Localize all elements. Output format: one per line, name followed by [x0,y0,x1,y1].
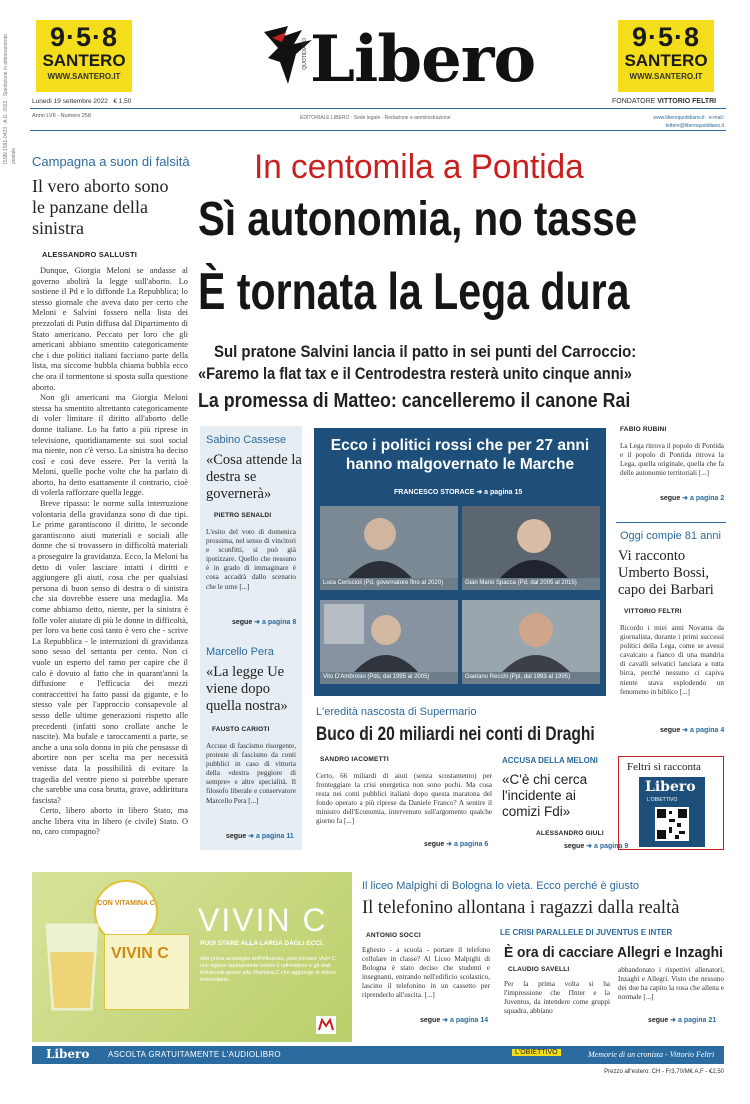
calcio-text-1: Per la prima volta si ha l'impressione che l'Inter e la Juventus, da intendere come gruppi squadra, abbiano [504,980,610,1016]
header-rule-top [30,108,726,109]
glass-icon [42,922,102,1012]
meloni-ref[interactable]: segue ➜ a pagina 9 [564,843,629,850]
price: € 1,50 [113,98,132,105]
cassese-ref[interactable]: segue ➜ a pagina 8 [232,619,297,626]
segue-label: segue [232,619,253,626]
draghi-byline: SANDRO IACOMETTI [320,756,389,763]
segue-page: a pagina 2 [690,495,725,502]
photo-ceriscioli[interactable] [320,506,458,590]
segue-page: a pagina 11 [256,833,294,840]
logo-text: Libero [310,22,536,97]
segue-label: segue [424,841,445,848]
pera-ref[interactable]: segue ➜ a pagina 11 [226,833,294,840]
lead-body [32,266,188,840]
malpighi-kicker: Il liceo Malpighi di Bologna lo vieta. Ecco perché è giusto [362,880,639,892]
footer-audio: ASCOLTA GRATUITAMENTE L'AUDIOLIBRO [108,1050,281,1059]
draghi-ref[interactable]: segue ➜ a pagina 6 [424,841,489,848]
bossi-title[interactable]: Vi racconto Umberto Bossi, capo dei Barbari [618,548,714,598]
pera-kicker: Marcello Pera [206,646,274,658]
segue-label: segue [420,1017,441,1024]
founder-name: VITTORIO FELTRI [657,98,717,105]
segue-page: a pagina 8 [262,619,297,626]
ad-brand: SANTERO [42,51,126,70]
segue-page: a pagina 9 [594,843,629,850]
meloni-byline: ALESSANDRO GIULI [536,830,604,837]
malpighi-ref[interactable]: segue ➜ a pagina 14 [420,1017,489,1024]
santero-ad-left[interactable] [36,20,132,92]
founder-line [612,98,716,105]
header-rule-bottom [30,130,726,131]
caption: Gian Mario Spacca (Pd, dal 2005 al 2015) [465,580,577,586]
vivinc-tag: PUOI STARE ALLA LARGA DAGLI ECCI. [200,940,324,947]
footer-obiettivo: L'OBIETTIVO [512,1049,561,1056]
segue-page: a pagina 4 [690,727,725,734]
segue-page: a pagina 14 [450,1017,489,1024]
draghi-headline[interactable]: Buco di 20 miliardi nei conti di Draghi [316,724,595,745]
lead-paragraph: Dunque, Giorgia Meloni se andasse al governo abolirà la legge sull'aborto. Lo sostiene il Pd e lo diffonde La Repubblica; lo stesso giornale che aveva dato per certo che Meloni e Salvini fossero nella lista dei prezzolati di Putin diffusa dal Dipartimento di Stato americano. Peccato per loro che gli americani abbiano smentito categoricamente che i due politici italiani facciano parte della lista, ma siccome bubbla chiama bubbla ecco che ora il tormentone si sposta sulla questione aborto. [32,266,188,392]
portrait-icon [462,600,600,672]
bossi-text: Ricordo i miei anni Novanta da giornalista, durante i primi successi politici della Lega, come se avessi cavalcato a fianco di una mandria di cavalli selvatici lanciata a tutta birra, perché nessuno ci capiva niente stava esplodendo un fenomeno in biblico [...] [620,624,724,696]
footer-bar[interactable] [32,1046,724,1064]
bossi-byline: VITTORIO FELTRI [624,608,682,615]
portrait-icon [320,506,458,578]
bossi-ref[interactable]: segue ➜ a pagina 4 [660,727,725,734]
pera-title[interactable]: «La legge Ue viene dopo quella nostra» [206,664,288,714]
ad-site: WWW.SANTERO.IT [47,72,121,81]
photo-recchi[interactable] [462,600,600,684]
portrait-icon [462,506,600,578]
main-headline-2[interactable]: È tornata la Lega dura [198,263,630,321]
photo-dambrosio[interactable] [320,600,458,684]
ad-numbers: 9·5·8 [49,22,119,52]
caption: Vito D'Ambrosio (Pds, dal 1995 al 2005) [323,674,430,680]
lead-paragraph: Certo, libero aborto in libero Stato, ma anche libera vita in libero (e civile) Stato. O no, caro compagno? [32,806,188,837]
feltri-title: Feltri si racconta [627,761,701,773]
ad-site: WWW.SANTERO.IT [629,72,703,81]
issue-number: Anno LVII - Numero 258 [32,113,91,119]
calcio-text-2: abbandonato i rispettivi allenatori, Inzaghi e Allegri. Visto che nessuno dei due ha capito la rosa che allena e normale [...] [618,966,724,1002]
caption: Luca Ceriscioli (Pd, governatore fino al 2020) [323,580,444,586]
manufacturer-logo-icon [316,1016,336,1034]
feltri-book-sub: L'OBIETTIVO [647,797,678,803]
segue-label: segue [648,1017,669,1024]
segue-label: segue [660,495,681,502]
date-line [32,98,131,105]
vivinc-text: Alla prima avvisaglia dell'influenza, puoi provare Vivin C che agisce rapidamente contro il raffreddore e gli stati influenzali grazie alla Vitamina C che aggiunge le difese immunitarie. [200,956,336,983]
date: Lunedì 19 settembre 2022 [32,98,108,105]
pera-text: Accuse di fascismo risorgente, proteste di fascismo da conti pubblici in caso di vittoria della «destra peggiore di sempre» e altre specialità. Il filosofo liberale e conservatore Marcello Pera [...] [206,742,296,805]
santero-ad-right[interactable] [618,20,714,92]
main-sub-2: «Faremo la flat tax e il Centrodestra resterà unito cinque anni» [198,364,632,383]
bossi-kicker: Oggi compie 81 anni [620,530,721,542]
eagle-icon [258,22,318,92]
main-headline-1[interactable]: Sì autonomia, no tasse [198,193,638,246]
vivinc-badge-text: CON VITAMINA C [97,900,155,907]
marche-box[interactable] [314,428,606,696]
segue-label: segue [564,843,585,850]
lead-headline[interactable]: Il vero aborto sono le panzane della sinistra [32,176,169,238]
calcio-kicker: LE CRISI PARALLELE DI JUVENTUS E INTER [500,928,673,937]
feltri-book-logo: Libero [645,779,696,795]
lead-paragraph: Non gli americani ma Giorgia Meloni stessa ha smentito altrettanto categoricamente di voler limitare il diritto all'aborto delle donne italiane. Lo ha fatto a più riprese in televisione, quotidianamente sui suoi social ma niente, non c'è verso. La sinistra ha deciso così e così deve essere. Per la verità la Meloni, quelle poche volte che ha parlato di aborto, ha detto esattamente il contrario, cioè di volerla rafforzare quella legge. [32,393,188,498]
cassese-byline: PIETRO SENALDI [214,512,272,519]
feltri-book [639,777,705,847]
segue-page: a pagina 6 [454,841,489,848]
draghi-kicker: L'eredità nascosta di Supermario [316,706,477,718]
vivinc-box [104,934,190,1010]
info-right: www.liberoquotidiano.it · e-mail: lettere@liberoquotidiano.it [653,115,724,129]
rubini-ref[interactable]: segue ➜ a pagina 2 [660,495,725,502]
lead-kicker: Campagna a suon di falsità [32,154,190,169]
qr-code-icon [655,807,689,841]
side-vertical-text: ISSN 1591-0423 · A.D. 2022 · Spedizione in abbonamento postale [3,34,17,164]
portrait-icon [320,600,458,672]
malpighi-headline[interactable]: Il telefonino allontana i ragazzi dalla realtà [362,898,680,918]
caption: Gaetano Recchi (Ppi, dal 1993 al 1995) [465,674,571,680]
feltri-box[interactable] [618,756,724,850]
vivinc-box-brand: VIVIN C [111,945,169,962]
founder-label: FONDATORE [612,98,656,105]
cassese-text: L'esito del voto di domenica prossima, nel senso di vincitori e sconfitti, si può già ipotizzare. Quello che nessuno è in grado di immaginare è cosa accadrà dallo scenario che le urne [...] [206,528,296,591]
main-kicker: In centomila a Pontida [254,148,584,186]
marche-title: Ecco i politici rossi che per 27 anni hanno malgovernato le Marche [330,437,590,473]
rubini-byline: FABIO RUBINI [620,426,667,433]
lead-byline: ALESSANDRO SALLUSTI [42,250,138,259]
photo-spacca[interactable] [462,506,600,590]
marche-author: FRANCESCO STORACE [394,489,475,496]
calcio-headline[interactable]: È ora di cacciare Allegri e Inzaghi [504,944,723,961]
marche-page: a pagina 15 [484,489,523,496]
vivinc-ad[interactable] [32,872,352,1042]
pera-byline: FAUSTO CARIOTI [212,726,270,733]
malpighi-text: Eghesto - a scuola - portare il telefono cellulare in classe? Al Liceo Malpighi di Bologna è stato deciso che studenti e insegnanti, entrando nell'edificio scolastico, lascino il telefonino in un cassetto per riprenderlo all'uscita. [...] [362,946,490,1000]
logo-vertical-text: QUOTIDIANO [302,38,308,70]
segue-label: segue [226,833,247,840]
malpighi-byline: ANTONIO SOCCI [366,932,421,939]
segue-label: segue [660,727,681,734]
masthead-logo[interactable] [258,18,538,102]
main-sub-3[interactable]: La promessa di Matteo: cancelleremo il canone Rai [198,390,631,412]
right-rule [616,522,726,523]
draghi-text: Certo, 66 miliardi di aiuti (senza scostamento) per fronteggiare la crisi energetica non sono pochi. Ma cosa resta nei conti pubblici italiani dopo questa maratona del fondo operato a più riprese da Daniele Franco? A sentire il ministro dell'Economia, intervenuto sull'argomento qualche giorno fa [...] [316,772,492,826]
ad-brand: SANTERO [624,51,708,70]
lead-paragraph: Breve ripasso: le norme sulla interruzione volontaria della gravidanza sono di due tipi. Le prime garantiscono il diritto, le seconde garantiscono aiuti materiali e sociali alle donne che si trovassero in difficoltà materiali a proseguire la gravidanza. Ecco, la Meloni ha detto di voler lasciare intatti i diritti e aggiungere gli aiuti, cosa che per qualsiasi persona di buon senso di destra o di sinistra che sia dovrebbe essere una medaglia. Ma come abbiamo detto, niente, per la sinistra è folle voler aiutare di più le donne in difficoltà, per loro va bene così tanto è vero che - scrive La Repubblica - le interruzioni di gravidanza sono sesso del settanta per cento. Non ci vuole un esperto del ramo per capire che il calo è dovuto al fatto che in quarant'anni la diffusione e l'efficacia dei mezzi contraccettivi ha fatto passi da gigante, e lo stesso vale per l'approccio consapevole al sesso delle ultime generazioni rispetto alle precedenti (infatti sono crollate anche le nascite). Ma bufale e taroccamenti a parte, se anche a una sola donna in più che pensasse di abortire non per scelta ma per necessità venisse data la possibilità di evitare la tragedia del ventre pieno si potrebbe sperare che sarebbe una cosa brutta, grave, addirittura fascista? [32,499,188,805]
meloni-kicker: ACCUSA DELLA MELONI [502,756,598,765]
marche-byline: FRANCESCO STORACE ➜ a pagina 15 [394,489,523,496]
meloni-title[interactable]: «C'è chi cerca l'incidente ai comizi Fdi» [502,772,588,819]
footer-memorie: Memorie di un cronista - Vittorio Feltri [588,1050,715,1059]
calcio-ref[interactable]: segue ➜ a pagina 21 [648,1017,717,1024]
calcio-byline: CLAUDIO SAVELLI [508,966,570,973]
cassese-title[interactable]: «Cosa attende la destra se governerà» [206,452,302,502]
footer-price: Prezzo all'estero: CH - Fr3,70/M€ A,F - €2,50 [604,1069,724,1075]
segue-page: a pagina 21 [678,1017,717,1024]
cassese-kicker: Sabino Cassese [206,434,287,446]
vivinc-logo: VIVIN C [198,902,328,938]
main-sub-1: Sul pratone Salvini lancia il patto in sei punti del Carroccio: [214,342,637,361]
ad-numbers: 9·5·8 [631,22,701,52]
info-center: EDITORIALE LIBERO · Sede legale · Redazione e amministrazione [300,115,451,121]
footer-logo: Libero [46,1047,90,1061]
rubini-text: La Lega ritrova il popolo di Pontida e il popolo di Pontida ritrova la Lega, quella originale, quella che fa delle autonomie territoriali [...] [620,442,724,478]
